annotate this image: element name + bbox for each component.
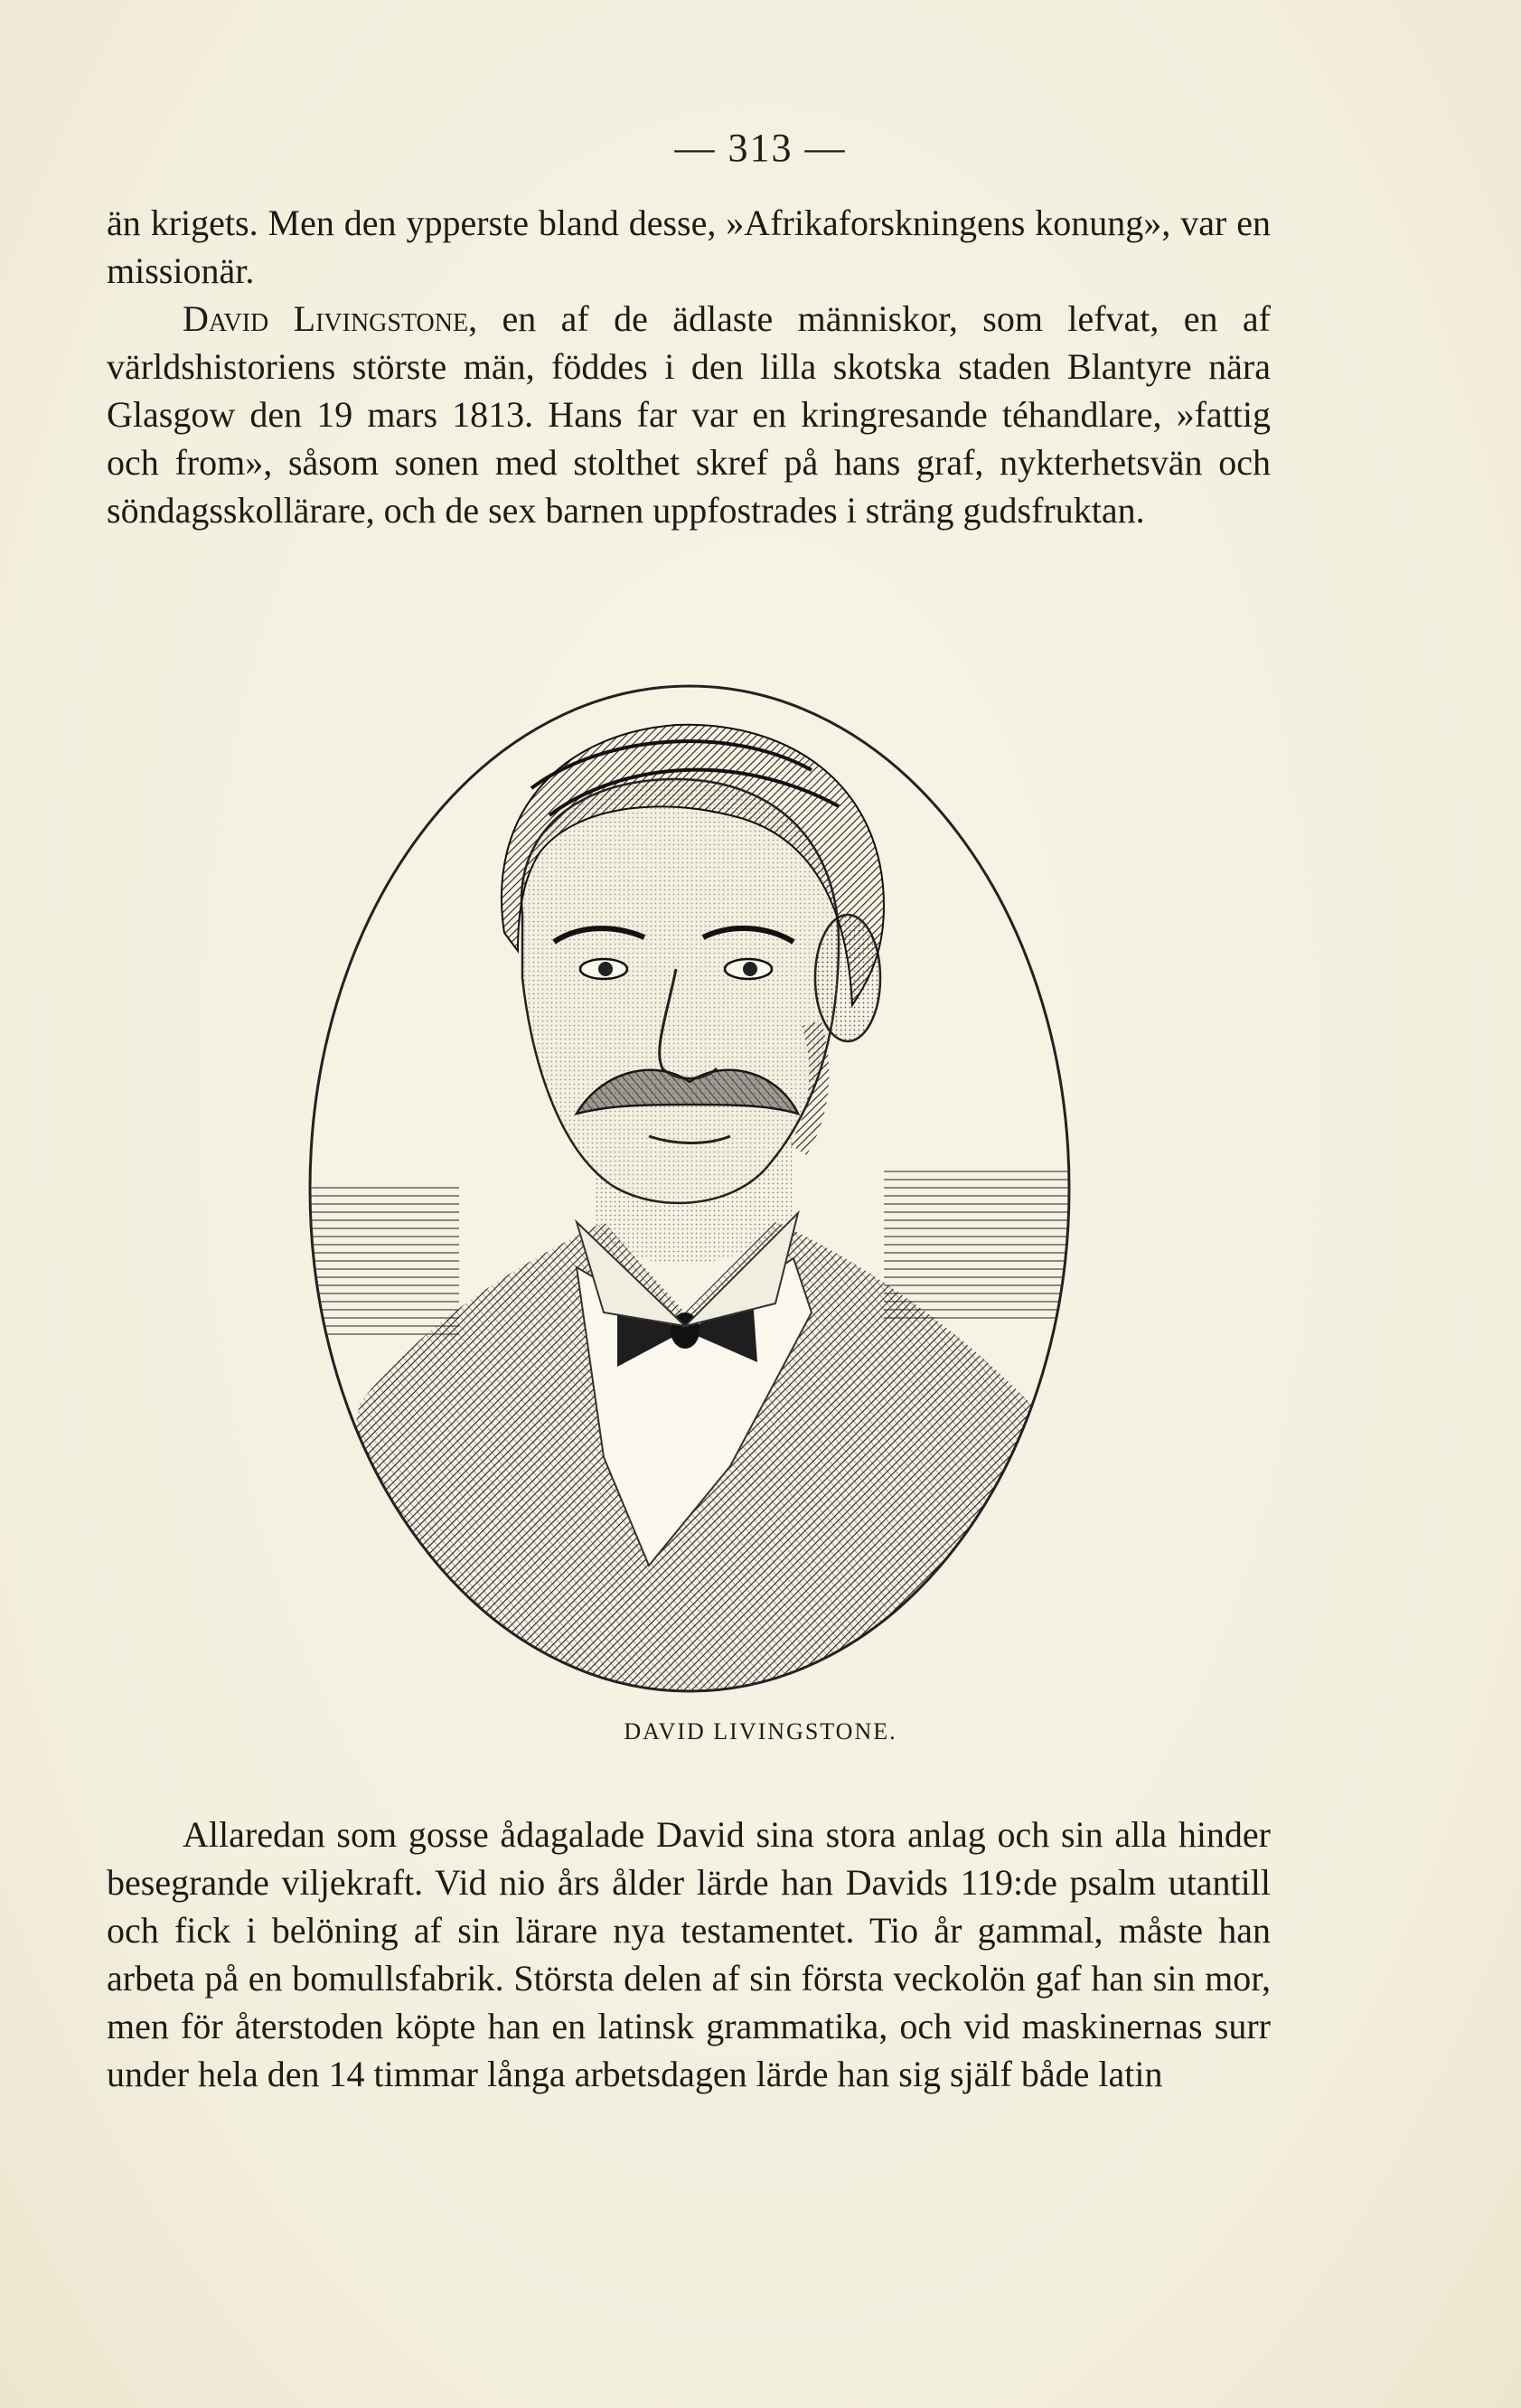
paragraph-1: än krigets. Men den ypperste bland desse, »Afrikaforskningens konung», var en missionär. <box>107 202 1271 291</box>
person-name: David Livingstone <box>183 298 469 339</box>
bottom-text <box>107 1811 1271 2098</box>
page-number: — 313 — <box>674 126 847 170</box>
portrait-caption: DAVID LIVINGSTONE. <box>624 1718 897 1745</box>
portrait-engraving <box>305 680 1074 1698</box>
paragraph-3: Allaredan som gosse ådagalade David sina stora anlag och sin alla hinder besegrande viljekraft. Vid nio års ålder lärde han Davids 119:de psalm utantill och fick i belöning af sin lärare nya testamentet. Tio år gammal, måste han arbeta på en bomullsfabrik. Största delen af sin första veckolön gaf han sin mor, men för återstoden köpte han en latinsk grammatika, och vid maskinernas surr under hela den 14 timmar långa arbetsdagen lärde han sig själf både latin <box>107 1814 1271 2094</box>
paragraph-2 <box>107 295 1271 534</box>
top-text <box>107 199 1271 534</box>
paragraph-2-text: , en af de ädlaste människor, som lefvat, en af världshistoriens störste män, föddes i den lilla skotska staden Blantyre nära Glasgow den 19 mars 1813. Hans far var en kringresande téhandlare, »fattig och from», såsom sonen med stolthet skref på hans graf, nykterhetsvän och söndagsskollärare, och de sex barnen uppfostrades i sträng gudsfruktan. <box>107 298 1271 531</box>
